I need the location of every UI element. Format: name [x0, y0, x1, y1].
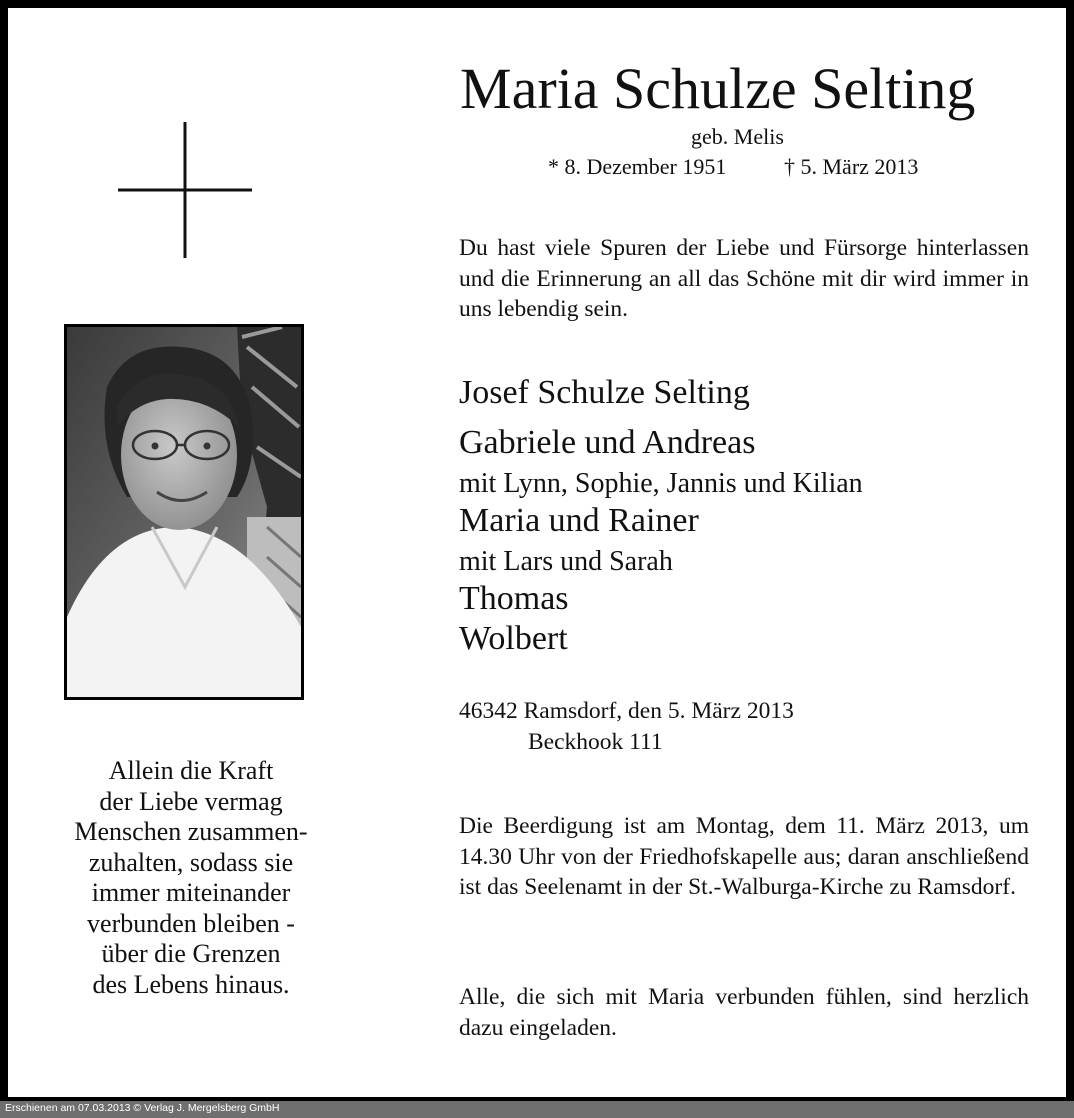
poem-line: Allein die Kraft [108, 756, 274, 785]
poem-line: der Liebe vermag [99, 786, 283, 816]
family-line-3: mit Lynn, Sophie, Jannis und Kilian [459, 468, 863, 499]
poem-line: über die Grenzen [101, 939, 281, 968]
deceased-name: Maria Schulze Selting [460, 56, 976, 121]
poem-line: verbunden bleiben - [87, 908, 295, 938]
invitation-text: Alle, die sich mit Maria verbunden fühlen, sind herzlich dazu eingeladen. [459, 984, 1029, 1041]
publication-footer [0, 1101, 1074, 1118]
obituary-notice [8, 8, 1066, 1097]
family-line-4: Maria und Rainer [459, 502, 699, 539]
family-line-6: Thomas [459, 580, 569, 617]
maiden-name: geb. Melis [691, 124, 784, 149]
cross-icon [114, 120, 254, 260]
family-line-5: mit Lars und Sarah [459, 546, 673, 577]
poem-line: Menschen zusammen- [74, 817, 308, 846]
poem-line: des Lebens hinaus. [92, 969, 290, 999]
birth-date: * 8. Dezember 1951 [548, 154, 727, 179]
memorial-poem [48, 756, 334, 1000]
portrait-image [67, 327, 301, 697]
family-line-7: Wolbert [459, 620, 568, 657]
place-and-date: 46342 Ramsdorf, den 5. März 2013 [459, 698, 794, 724]
intro-text: Du hast viele Spuren der Liebe und Fürsorge hinterlassen und die Erinnerung an all das Schöne mit dir wird immer in uns lebendig sein. [459, 235, 1029, 322]
family-line-1: Josef Schulze Selting [459, 374, 750, 411]
poem-line: zuhalten, sodass sie [88, 847, 294, 877]
street-address: Beckhook 111 [528, 729, 663, 755]
footer-text: Erschienen am 07.03.2013 © Verlag J. Mergelsberg GmbH [5, 1102, 280, 1114]
family-line-2: Gabriele und Andreas [459, 424, 756, 461]
funeral-info: Die Beerdigung ist am Montag, dem 11. März 2013, um 14.30 Uhr von der Friedhofskapelle aus; daran anschließend ist das Seelenamt in der St.-Walburga-Kirche zu Ramsdorf. [459, 813, 1029, 900]
portrait-photo [64, 324, 304, 700]
poem-line: immer miteinander [91, 878, 291, 907]
death-date: † 5. März 2013 [784, 154, 919, 179]
